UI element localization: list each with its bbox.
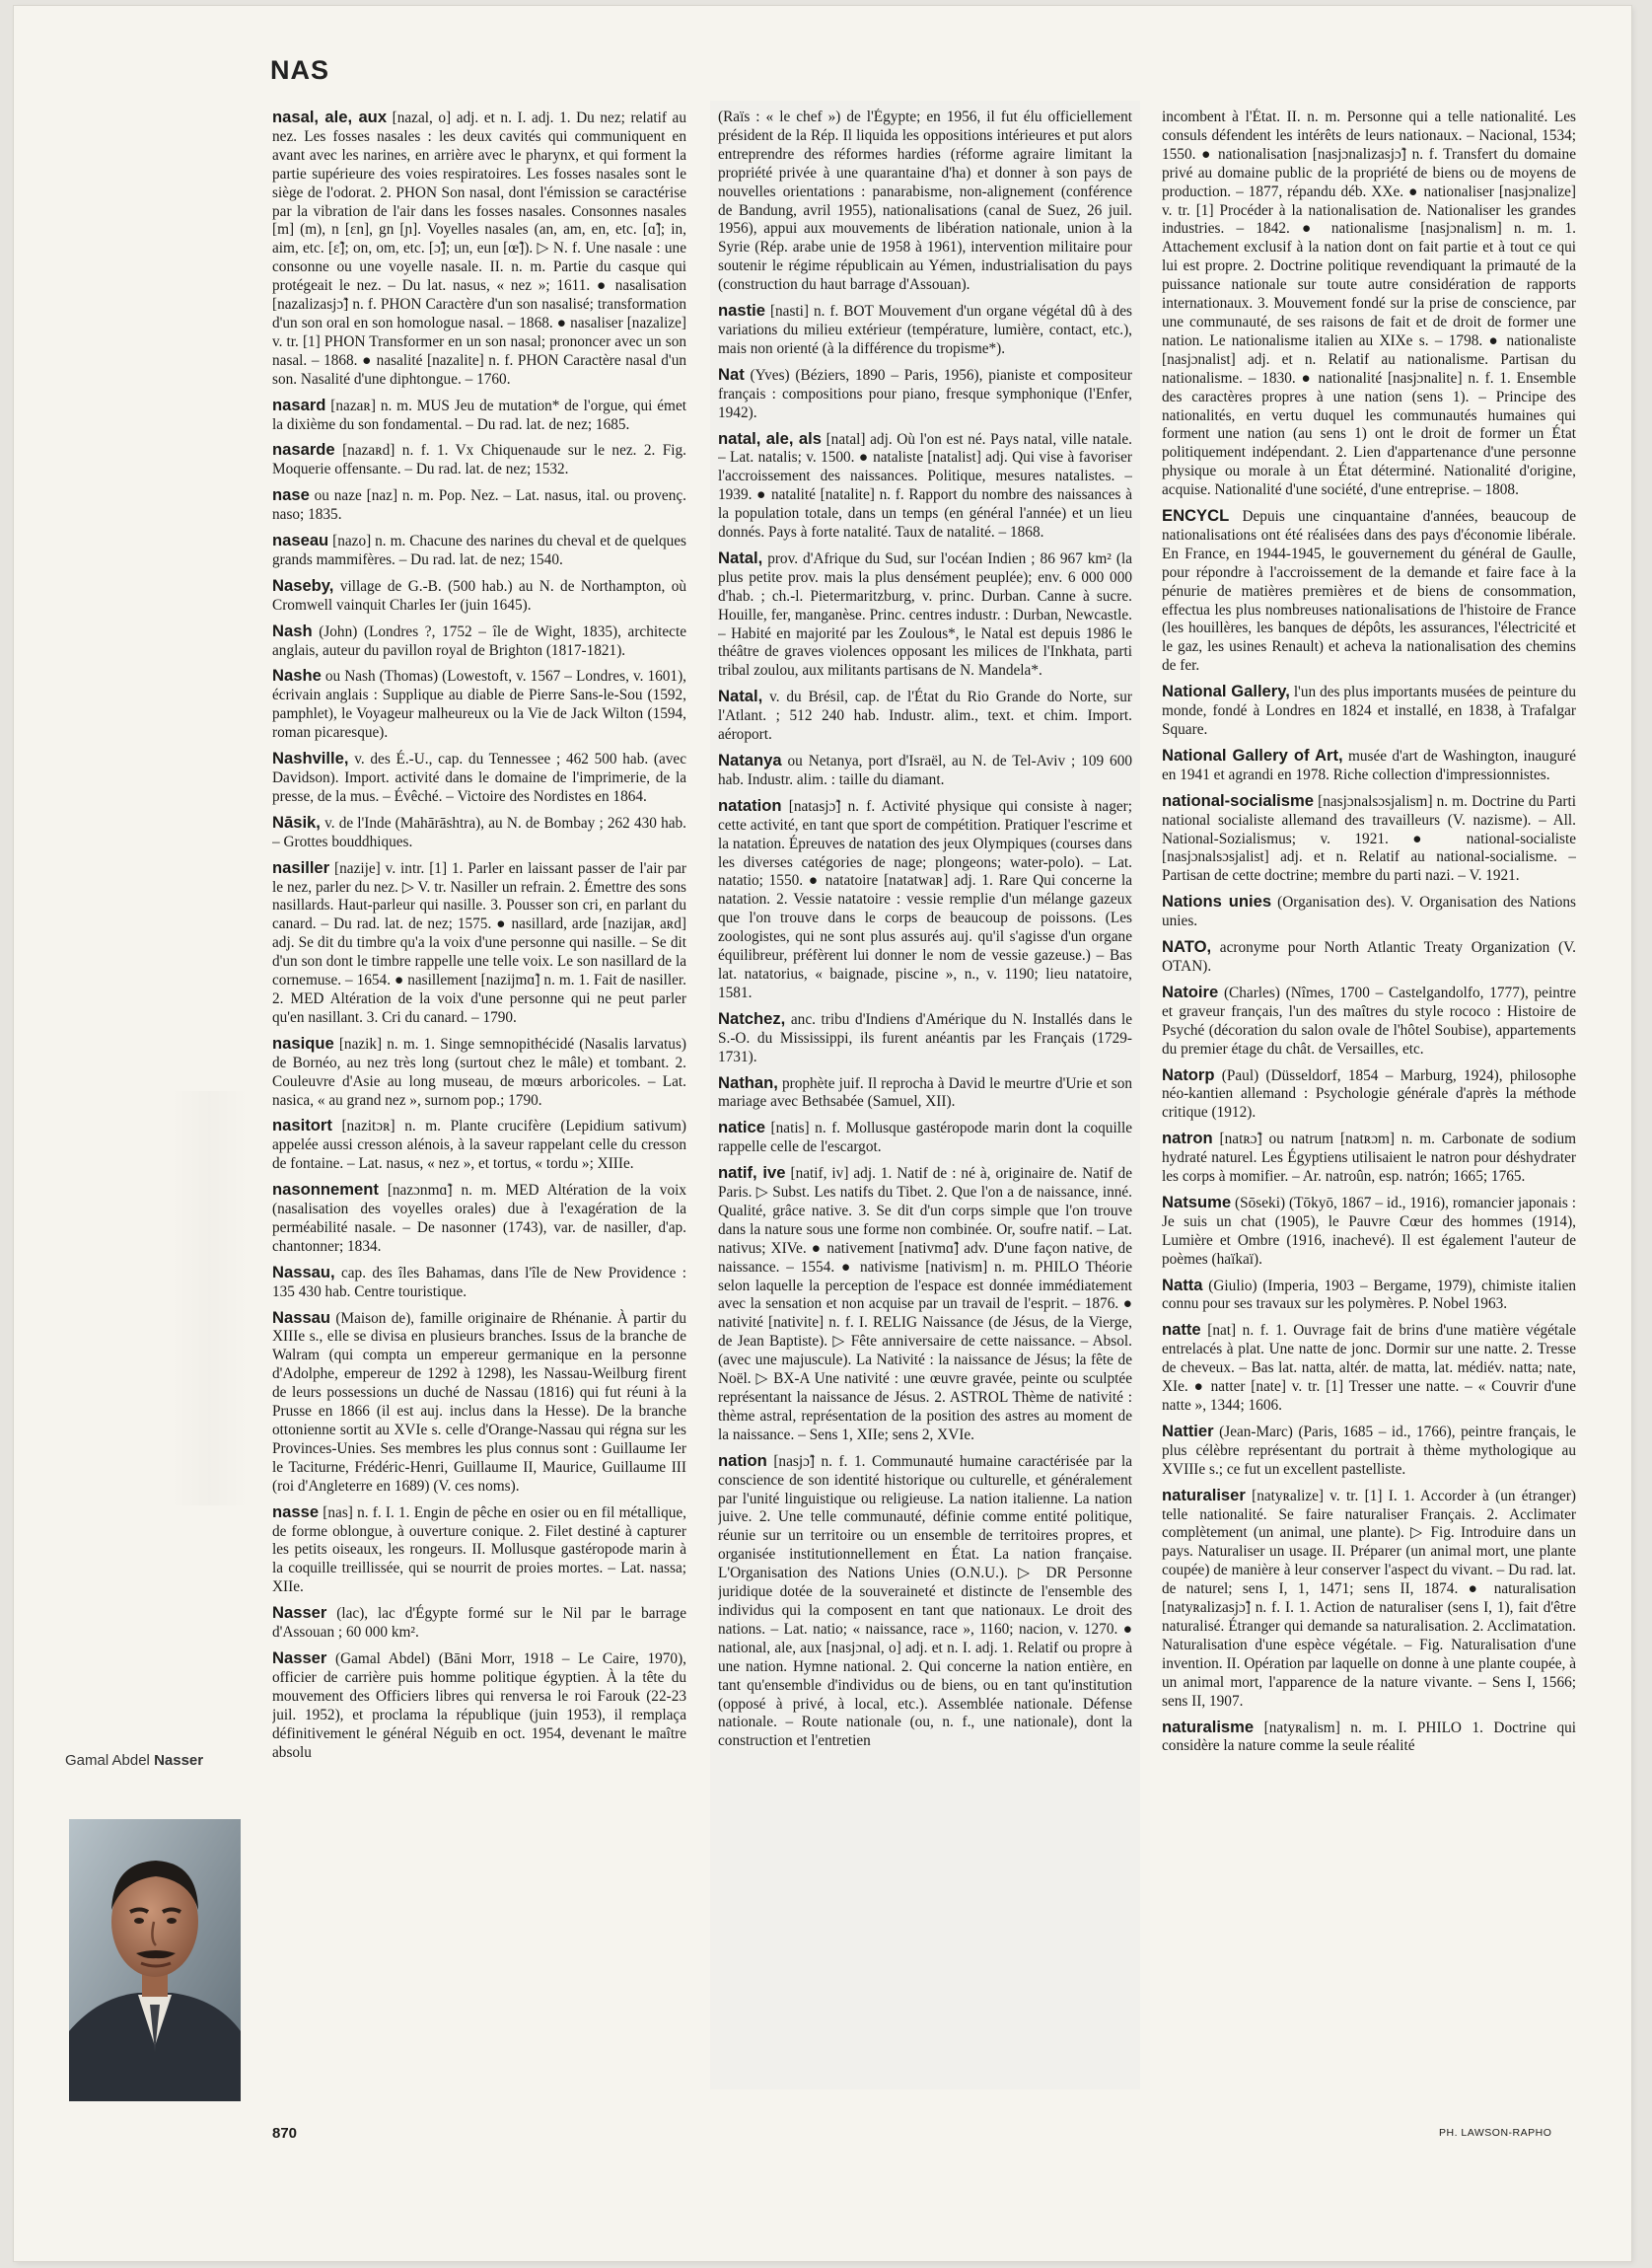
dictionary-entry (718, 549, 1132, 681)
dictionary-entry (718, 430, 1132, 543)
photo-credit: PH. LAWSON-RAPHO (1439, 2127, 1552, 2139)
entry-headword: Naseby, (272, 575, 334, 595)
entry-definition: prophète juif. Il reprocha à David le meurtre d'Urie et son mariage avec Bethsabée (Samuel, XII). (718, 1074, 1132, 1111)
dictionary-entry (1162, 747, 1576, 785)
portrait-illustration (69, 1819, 241, 2101)
dictionary-entry (272, 1604, 686, 1643)
entry-definition: anc. tribu d'Indiens d'Amérique du N. Installés dans le S.-O. du Mississippi, ils furent anéantis par les Français (1729-1731). (718, 1010, 1132, 1065)
entry-headword: nation (718, 1450, 767, 1470)
dictionary-entry (1162, 1719, 1576, 1757)
dictionary-entry (718, 302, 1132, 359)
dictionary-entry (1162, 1066, 1576, 1124)
entry-headword: nasonnement (272, 1180, 379, 1200)
page-number: 870 (272, 2125, 298, 2142)
dictionary-entry (718, 109, 1132, 295)
entry-definition: [nazitɔʀ] n. m. Plante crucifère (Lepidium sativum) appelée aussi cresson alénois, à la saveur rappelant celle du cresson de fontaine. – Lat. nasus, « nez », et tortus, « tordu »; XIIIe. (272, 1118, 686, 1173)
entry-headword: Natorp (1162, 1064, 1215, 1084)
dictionary-entry (272, 1649, 686, 1762)
dictionary-entry (1162, 893, 1576, 931)
column-2 (718, 109, 1132, 2082)
entry-headword: natif, ive (718, 1163, 786, 1183)
entry-headword: Natoire (1162, 982, 1219, 1001)
dictionary-entry (1162, 938, 1576, 977)
entry-definition: ou naze [naz] n. m. Pop. Nez. – Lat. nasus, ital. ou provenç. naso; 1835. (272, 487, 686, 524)
dictionary-entry (272, 441, 686, 479)
dictionary-entry (272, 622, 686, 661)
entry-definition: musée d'art de Washington, inauguré en 1941 et agrandi en 1978. Riche collection d'impressionnistes. (1162, 747, 1576, 783)
dictionary-entry (718, 752, 1132, 790)
entry-headword: naseau (272, 531, 329, 550)
entry-definition: v. du Brésil, cap. de l'État du Rio Grande do Norte, sur l'Atlant. ; 512 240 hab. Industr. alim., text. et chim. Import. aéroport. (718, 689, 1132, 744)
entry-definition: [natal] adj. Où l'on est né. Pays natal, ville natale. – Lat. natalis; v. 1500. ● nataliste [natalist] adj. Qui vise à favoriser l'accroissement des naissances. Politique, mesures natalistes. – 1939. ● natalité [natalite] n. f. Rapport du nombre des naissances à la population totale, dans un temps (en général l'année) et un lieu donnés. Pays à forte natalité. Taux de natalité. – 1868. (718, 430, 1132, 542)
dictionary-entry (1162, 507, 1576, 676)
entry-headword: natron (1162, 1129, 1213, 1148)
dictionary-entry (718, 366, 1132, 423)
dictionary-entry (718, 1010, 1132, 1067)
entry-headword: nastie (718, 301, 765, 321)
entry-definition: (Gamal Abdel) (Bāni Morr, 1918 – Le Caire, 1970), officier de carrière puis homme politique égyptien. À la tête du mouvement des Officiers libres qui renversa le roi Farouk (22-23 juil. 1952), et proclama la république (juin 1953), il remplaça définitivement le général Néguib en oct. 1954, devenant le maître absolu (272, 1649, 686, 1761)
dictionary-entry (1162, 1194, 1576, 1270)
entry-headword: naturalisme (1162, 1717, 1255, 1736)
dictionary-entry (272, 486, 686, 525)
running-head: NAS (270, 55, 330, 85)
entry-headword: Nasser (272, 1603, 327, 1623)
dictionary-entry (718, 1119, 1132, 1157)
entry-definition: ou Netanya, port d'Israël, au N. de Tel-Aviv ; 109 600 hab. Industr. alim. : taille du diamant. (718, 753, 1132, 788)
entry-headword: nasiller (272, 857, 330, 877)
entry-definition: [nazaʀ] n. m. MUS Jeu de mutation* de l'orgue, qui émet la dixième du son fondamental. – Du rad. lat. de nez; 1685. (272, 397, 686, 433)
entry-headword: nasard (272, 395, 326, 414)
entry-headword: nasal, ale, aux (272, 109, 388, 126)
entry-definition: (Charles) (Nîmes, 1700 – Castelgandolfo, 1777), peintre et graveur français, l'un des maîtres du style rococo : Histoire de Psyché (décoration du salon ovale de l'hôtel Soubise), appartements du premier étage du chât. de Versailles, etc. (1162, 984, 1576, 1058)
entry-definition: (Sōseki) (Tōkyō, 1867 – id., 1916), romancier japonais : Je suis un chat (1905), le Pauvre Cœur des hommes (1914), Lumière et Ombre (1916, inachevé). Il est également l'auteur de poèmes (haïkaï). (1162, 1194, 1576, 1268)
entry-headword: natation (718, 795, 782, 815)
entry-headword: Natta (1162, 1275, 1203, 1294)
entry-definition: [nasjɔ̃] n. f. 1. Communauté humaine caractérisée par la conscience de son identité historique ou culturelle, et généralement par l'unité linguistique ou religieuse. La nation italienne. La nation juive. 2. Une telle communauté, définie comme entité politique, réunie sur un territoire ou un ensemble de territoires propres, et organisée institutionnellement en État. La nation française. L'Organisation des Nations Unies (O.N.U.). ▷ DR Personne juridique dotée de la souveraineté et distincte de l'ensemble des individus qui la composent en tant que nationaux. Le droit des nations. – Lat. natio; « naissance, race », 1160; nacion, v. 1270. ● national, ale, aux [nasjɔnal, o] adj. et n. I. adj. 1. Relatif ou propre à une nation. Hymne national. 2. Qui concerne la nation entière, en tant qu'ensemble d'individus ou de biens, ou en tant qu'institution (opposé à privé, à local, etc.). Assemblée nationale. Défense nationale. – Route nationale (ou, n. f., une nationale), dont la construction et l'entretien (718, 1452, 1132, 1750)
dictionary-entry (718, 797, 1132, 1003)
entry-definition: [nazo] n. m. Chacune des narines du cheval et de quelques grands mammifères. – Du rad. lat. de nez; 1540. (272, 533, 686, 568)
entry-definition: Depuis une cinquantaine d'années, beaucoup de nationalisations ont été réalisées dans des pays d'économie libérale. En France, en 1944-1945, le gouvernement du général de Gaulle, pour répondre à l'accroissement de la demande et faire face à la pénurie de matières premières et de biens de consommation, effectua les plus nombreuses nationalisations de l'histoire de France (les houillères, les banques de dépôts, les assurances, l'électricité et le gaz, les usines Renault) et acheva la nationalisation des chemins de fer. (1162, 508, 1576, 675)
entry-headword: Nassau, (272, 1262, 335, 1281)
dictionary-entry (272, 397, 686, 435)
entry-definition: [natasjɔ̃] n. f. Activité physique qui consiste à nager; cette activité, en tant que sport de compétition. Pratiquer l'escrime et la natation. Épreuves de natation des jeux Olympiques (courses dans les diverses catégories de nage; plongeons; water-polo). – Lat. natatio; 1550. ● natatoire [natatwaʀ] adj. 1. Rare Qui concerne la natation. 2. Vessie natatoire : vessie remplie d'un mélange gazeux que l'on trouve dans le corps de beaucoup de poissons. (Les zoologistes, qui ne sont plus assurés auj. qu'il s'agisse d'un organe équilibreur, préfèrent lui donner le nom de vessie gazeuse.) – Bas lat. natatorius, « baignade, piscine », n., v. 1190; lieu natatoire, 1581. (718, 797, 1132, 1001)
dictionary-entry (272, 859, 686, 1028)
dictionary-entry (272, 1117, 686, 1174)
entry-headword: Natsume (1162, 1192, 1232, 1211)
dictionary-entry (718, 1164, 1132, 1445)
column-3 (1162, 109, 1576, 2082)
entry-headword: National Gallery of Art, (1162, 745, 1343, 765)
caption-first-name: Gamal Abdel (65, 1752, 150, 1769)
entry-definition: [natyʀalize] v. tr. [1] I. 1. Accorder à (un étranger) telle nationalité. Se faire naturaliser Français. 2. Acclimater complètement (un animal, une plante). ▷ Fig. Introduire dans un pays. Naturaliser un usage. II. Préparer (un animal mort, une plante coupée) de manière à leur conserver l'aspect du vivant. – Du rad. lat. de naturel; sens I, 1, 1471; sens II, 1874. ● naturalisation [natyʀalizasjɔ̃] n. f. I. 1. Action de naturaliser (sens I, 1), fait d'être naturalisé. Étranger qui demande sa naturalisation. 2. Acclimatation. Naturalisation d'une espèce végétale. – Fig. Naturalisation d'une invention. II. Opération par laquelle on donne à une plante coupée, à un animal mort, l'apparence de la nature vivante. – Sens I, 1566; sens II, 1907. (1162, 1487, 1576, 1710)
dictionary-entry (272, 1503, 686, 1598)
dictionary-entry (272, 1309, 686, 1497)
entry-definition: l'un des plus importants musées de peinture du monde, fondé à Londres en 1824 et installé, en 1838, à Trafalgar Square. (1162, 684, 1576, 738)
entry-definition: cap. des îles Bahamas, dans l'île de New Providence : 135 430 hab. Centre touristique. (272, 1264, 686, 1300)
entry-definition: [nazik] n. m. 1. Singe semnopithécidé (Nasalis larvatus) de Bornéo, au nez très long (surtout chez le mâle) et tombant. 2. Couleuvre d'Asie au long museau, de mœurs arboricoles. – Lat. nasica, « au grand nez », surnom pop.; 1790. (272, 1035, 686, 1109)
show-through-shadow (170, 1091, 249, 1505)
entry-definition: [nazal, o] adj. et n. I. adj. 1. Du nez; relatif au nez. Les fosses nasales : les deux cavités qui communiquent en avant avec les narines, en arrière avec le pharynx, et qui forment la partie supérieure des voies respiratoires. Les fosses nasales sont le siège de l'odorat. 2. PHON Son nasal, dont l'émission se caractérise par la vibration de l'air dans les fosses nasales. Consonnes nasales [m] (m), n [ɛn], gn [ɲ]. Voyelles nasales (an, am, en, etc. [ɑ̃]; in, aim, etc. [ɛ̃]; on, om, etc. [ɔ̃]; un, eun [œ̃]). ▷ N. f. Une nasale : une consonne ou une voyelle nasale. II. n. m. Partie du casque qui protégeait le nez. – Du lat. nasus, « nez »; 1611. ● nasalisation [nazalizasjɔ̃] n. f. PHON Caractère d'un son nasalisé; transformation d'un son oral en son homologue nasal. – 1868. ● nasaliser [nazalize] v. tr. [1] PHON Transformer en un son nasal; prononcer avec un son nasal. – 1868. ● nasalité [nazalite] n. f. PHON Caractère nasal d'un son. Nasalité d'une diphtongue. – 1760. (272, 110, 686, 388)
dictionary-entry (1162, 792, 1576, 887)
entry-definition: [nas] n. f. I. 1. Engin de pêche en osier ou en fil métallique, de forme oblongue, à ouverture conique. 2. Filet destiné à capturer les petits oiseaux, les rongeurs. II. Mollusque gastéropode marin à la coquille treillissée, qui se nourrit de proies mortes. – Lat. nassa; XIIe. (272, 1503, 686, 1596)
dictionary-entry (718, 1074, 1132, 1113)
entry-definition: [nat] n. f. 1. Ouvrage fait de brins d'une matière végétale entrelacés à plat. Une natte de jonc. Dormir sur une natte. 2. Tresse de cheveux. – Bas lat. natta, altér. de matta, lat. médiév. natta; nate, XIe. ● natter [nate] v. tr. [1] Tresser une natte. – « Couvrir d'une natte », 1344; 1606. (1162, 1322, 1576, 1414)
entry-definition: (Raïs : « le chef ») de l'Égypte; en 1956, il fut élu officiellement président de la Rép. Il liquida les oppositions intérieures et put alors entreprendre des réformes hardies (réforme agraire limitant la propriété privée à une quarantaine d'ha) et donner à son pays de nouvelles orientations : panarabisme, non-alignement (conférence de Bandung, avril 1955), nationalisations (canal de Suez, 26 juil. 1956), appui aux mouvements de libération nationale, union à la Syrie (Rép. arabe unie de 1958 à 1961), intervention militaire pour soutenir le régime républicain au Yémen, industrialisation du pays (construction du haut barrage d'Assouan). (718, 109, 1132, 294)
entry-headword: naturaliser (1162, 1485, 1246, 1504)
entry-headword: Nathan, (718, 1072, 778, 1092)
dictionary-entry (1162, 1130, 1576, 1187)
entry-headword: natice (718, 1118, 765, 1137)
nasser-portrait-photo (69, 1819, 241, 2101)
entry-headword: National Gallery, (1162, 682, 1290, 701)
entry-definition: [nazaʀd] n. f. 1. Vx Chiquenaude sur le nez. 2. Fig. Moquerie offensante. – Du rad. lat. de nez; 1532. (272, 442, 686, 478)
entry-definition: (Yves) (Béziers, 1890 – Paris, 1956), pianiste et compositeur français : compositions pour piano, fresque symphonique (l'Enfer, 1942). (718, 366, 1132, 421)
dictionary-entry (718, 688, 1132, 745)
dictionary-entry (718, 1452, 1132, 1752)
dictionary-entry (272, 750, 686, 807)
entry-definition: ou Nash (Thomas) (Lowestoft, v. 1567 – Londres, v. 1601), écrivain anglais : Supplique au diable de Pierre Sans-le-Sou (1592, pamphlet), le Voyageur malheureux ou la Vie de Jack Wilton (1594, roman picaresque). (272, 668, 686, 742)
entry-definition: [nazije] v. intr. [1] 1. Parler en laissant passer de l'air par le nez, parler du nez. ▷ V. tr. Nasiller un refrain. 2. Émettre des sons nasillards. Haut-parleur qui nasille. 3. Pousser son cri, en parlant du canard. – Du rad. lat. de nez; 1575. ● nasillard, arde [nazijaʀ, aʀd] adj. Se dit du timbre qu'a la voix d'une personne qui nasille. – Se dit d'un son dont le timbre rappelle une telle voix. Le son nasillard de la cornemuse. – 1654. ● nasillement [nazijmɑ̃] n. m. 1. Fait de nasiller. 2. MED Altération de la voix d'une personne qui ne peut parler qu'en nasillant. 3. Cri du canard. – 1790. (272, 859, 686, 1026)
dictionary-entry (1162, 984, 1576, 1060)
entry-headword: Nāsik, (272, 812, 321, 832)
dictionary-entry (272, 1181, 686, 1257)
entry-definition: (John) (Londres ?, 1752 – île de Wight, 1835), architecte anglais, auteur du pavillon royal de Brighton (1817-1821). (272, 622, 686, 659)
entry-definition: [nasjɔnalsɔsjalism] n. m. Doctrine du Parti national socialiste allemand des travailleurs (V. nazisme). – All. National-Sozialismus; v. 1921. ● national-socialiste [nasjɔnalsɔsjalist] adj. et n. Relatif au national-socialisme. – Partisan de cette doctrine; membre du parti nazi. – V. 1921. (1162, 792, 1576, 885)
dictionary-entry (1162, 1423, 1576, 1480)
entry-definition: v. des É.-U., cap. du Tennessee ; 462 500 hab. (avec Davidson). Import. activité dans le domaine de l'imprimerie, de la presse, de la mus. – Évêché. – Victoire des Nordistes en 1864. (272, 751, 686, 805)
dictionary-entry (272, 667, 686, 743)
dictionary-entry (272, 1264, 686, 1302)
dictionary-entry (1162, 683, 1576, 740)
entry-definition: [natʀɔ̃] ou natrum [natʀɔm] n. m. Carbonate de sodium hydraté naturel. Les Égyptiens utilisaient le natron pour déshydrater les corps à momifier. – Ar. natroûn, esp. natrón; 1665; 1765. (1162, 1131, 1576, 1186)
entry-definition: (Organisation des). V. Organisation des Nations unies. (1162, 894, 1576, 930)
entry-definition: (Jean-Marc) (Paris, 1685 – id., 1766), peintre français, le plus célèbre représentant du portrait à thème mythologique au XVIIIe s.; ce fut un excellent pastelliste. (1162, 1423, 1576, 1478)
entry-headword: natal, ale, als (718, 428, 822, 448)
entry-definition: [natyʀalism] n. m. I. PHILO 1. Doctrine qui considère la nature comme la seule réalité (1162, 1719, 1576, 1755)
entry-headword: Nash (272, 621, 313, 640)
entry-headword: natte (1162, 1320, 1201, 1340)
entry-definition: prov. d'Afrique du Sud, sur l'océan Indien ; 86 967 km² (la plus petite prov. mais la plus densément peuplée); env. 6 000 000 d'hab. ; ch.-l. Pietermaritzburg, v. princ. Durban. Canne à sucre. Houille, fer, manganèse. Princ. centres industr. : Durban, Newcastle. – Habité en majorité par les Zoulous*, le Natal est depuis 1986 le théâtre de graves violences opposant les milices de l'Inkhata, parti tribal zoulou, aux militants partisans de N. Mandela*. (718, 549, 1132, 680)
entry-headword: Nations unies (1162, 892, 1272, 912)
entry-definition: [natis] n. f. Mollusque gastéropode marin dont la coquille rappelle celle de l'escargot. (718, 1120, 1132, 1156)
dictionary-entry (272, 1035, 686, 1111)
entry-headword: Natal, (718, 687, 763, 706)
entry-definition: (lac), lac d'Égypte formé sur le Nil par le barrage d'Assouan ; 60 000 km². (272, 1605, 686, 1642)
dictionary-entry (272, 109, 686, 390)
dictionary-entry (272, 814, 686, 852)
entry-definition: village de G.-B. (500 hab.) au N. de Northampton, où Cromwell vainquit Charles Ier (juin 1645). (272, 577, 686, 614)
portrait-caption (65, 1752, 203, 1769)
entry-headword: nasitort (272, 1116, 332, 1135)
caption-surname: Nasser (154, 1752, 204, 1769)
entry-definition: acronyme pour North Atlantic Treaty Organization (V. OTAN). (1162, 939, 1576, 975)
entry-definition: [natif, iv] adj. 1. Natif de : né à, originaire de. Natif de Paris. ▷ Subst. Les natifs du Tibet. 2. Que l'on a de naissance, inné. Qualité, grâce native. 3. Se dit d'un corps simple que l'on trouve dans la nature sous une forme non combinée. Or, soufre natif. – Lat. nativus; XIVe. ● nativement [nativmɑ̃] adv. D'une façon native, de naissance. – 1554. ● nativisme [nativism] n. m. PHILO Théorie selon laquelle la perception de l'espace est donnée immédiatement avec la sensation et non acquise par un travail de l'esprit. – 1876. ● nativité [nativite] n. f. I. RELIG Naissance (de Jésus, de la Vierge, de Jean Baptiste). ▷ Fête anniversaire de cette naissance. – Absol. (avec une majuscule). La Nativité : la naissance de Jésus; la fête de Noël. ▷ BX-A Une nativité : une œuvre gravée, peinte ou sculptée représentant la naissance de Jésus. 2. ASTROL Thème de nativité : thème astral, représentation de la position des astres au moment de la naissance. – Sens 1, XIIe; sens 2, XVIe. (718, 1165, 1132, 1443)
entry-definition: (Giulio) (Imperia, 1903 – Bergame, 1979), chimiste italien connu pour ses travaux sur les polymères. P. Nobel 1963. (1162, 1277, 1576, 1313)
entry-headword: Natanya (718, 751, 782, 769)
dictionary-entry (1162, 1487, 1576, 1712)
entry-headword: Nashville, (272, 749, 349, 768)
dictionary-entry (272, 577, 686, 616)
entry-headword: nase (272, 485, 310, 505)
dictionary-entry (1162, 1321, 1576, 1416)
entry-headword: nasique (272, 1033, 334, 1053)
entry-headword: national-socialisme (1162, 790, 1315, 810)
entry-headword: Nassau (272, 1307, 331, 1327)
entry-headword: Natal, (718, 548, 763, 567)
entry-headword: Nattier (1162, 1421, 1214, 1440)
entry-headword: ENCYCL (1162, 506, 1230, 526)
entry-headword: Nat (718, 364, 745, 384)
entry-headword: Natchez, (718, 1008, 786, 1028)
dictionary-entry (272, 532, 686, 570)
entry-definition: [nazɔnmɑ̃] n. m. MED Altération de la voix (nasalisation des voyelles orales) due à l'exagération de la perméabilité nasale. – De nasonner (1743), var. de nasiller, d'ap. chantonner; 1834. (272, 1182, 686, 1255)
dictionary-entry (1162, 109, 1576, 500)
entry-headword: NATO, (1162, 937, 1212, 957)
entry-definition: (Maison de), famille originaire de Rhénanie. À partir du XIIIe s., elle se divisa en plusieurs branches. Issus de la branche de Walram (qui compta un empereur germanique en la personne d'Adolphe, empereur de 1292 à 1298), les Nassau-Weilburg firent de leurs possessions un duché de Nassau (1816) qui fut réuni à la Prusse en 1866 (il est auj. inclus dans la Hesse). De la branche ottonienne sortit au XVIe s. celle d'Orange-Nassau qui régna sur les Provinces-Unies. Ses membres les plus connus sont : Guillaume Ier le Taciturne, Frédéric-Henri, Guillaume II, Maurice, Guillaume III (roi d'Angleterre en 1689) (V. ces noms). (272, 1309, 686, 1495)
dictionary-entry (1162, 1277, 1576, 1315)
entry-headword: nasse (272, 1501, 320, 1521)
entry-definition: [nasti] n. f. BOT Mouvement d'un organe végétal dû à des variations du milieu extérieur (température, lumière, contact, etc.), mais non orienté (à la différence du tropisme*). (718, 303, 1132, 357)
entry-headword: nasarde (272, 440, 335, 460)
entry-headword: Nasser (272, 1647, 327, 1667)
entry-definition: (Paul) (Düsseldorf, 1854 – Marburg, 1924), philosophe néo-kantien allemand : Psychologie générale d'après la méthode critique (1912). (1162, 1066, 1576, 1122)
entry-definition: v. de l'Inde (Mahārāshtra), au N. de Bombay ; 262 430 hab. – Grottes bouddhiques. (272, 814, 686, 850)
dictionary-page (14, 6, 1631, 2261)
column-1 (272, 109, 686, 2082)
entry-definition: incombent à l'État. II. n. m. Personne qui a telle nationalité. Les consuls défendent les intérêts de leurs nationaux. – Nacional, 1534; 1550. ● nationalisation [nasjɔnalizasjɔ̃] n. f. Transfert du domaine privé au domaine public de la propriété de biens ou de moyens de production. – 1877, répandu déb. XXe. ● nationaliser [nasjɔnalize] v. tr. [1] Procéder à la nationalisation de. Nationaliser les grandes industries. – 1842. ● nationalisme [nasjɔnalism] n. m. 1. Attachement exclusif à la nation dont on fait partie et à tout ce qui lui est propre. 2. Doctrine politique revendiquant la primauté de la puissance nationale sur toute autre considération de rapports internationaux. 3. Mouvement fondé sur la prise de conscience, par une communauté, de ses raisons de fait et de droit de former une nation. Le nationalisme italien au XIXe s. – 1798. ● nationaliste [nasjɔnalist] adj. et n. Relatif au nationalisme. Partisan du nationalisme. – 1830. ● nationalité [nasjɔnalite] n. f. 1. Ensemble des caractères propres à une nation (sens 1). – Principe des nationalités, en vertu duquel les communautés humaines qui forment une nation (au sens 1) ont le droit de former un État politiquement indépendant. 2. Lien d'appartenance d'une personne physique ou morale à un État déterminé. Nationalité d'origine, acquise. Nationalité d'une société, d'une entreprise. – 1808. (1162, 109, 1576, 499)
entry-headword: Nashe (272, 666, 322, 686)
